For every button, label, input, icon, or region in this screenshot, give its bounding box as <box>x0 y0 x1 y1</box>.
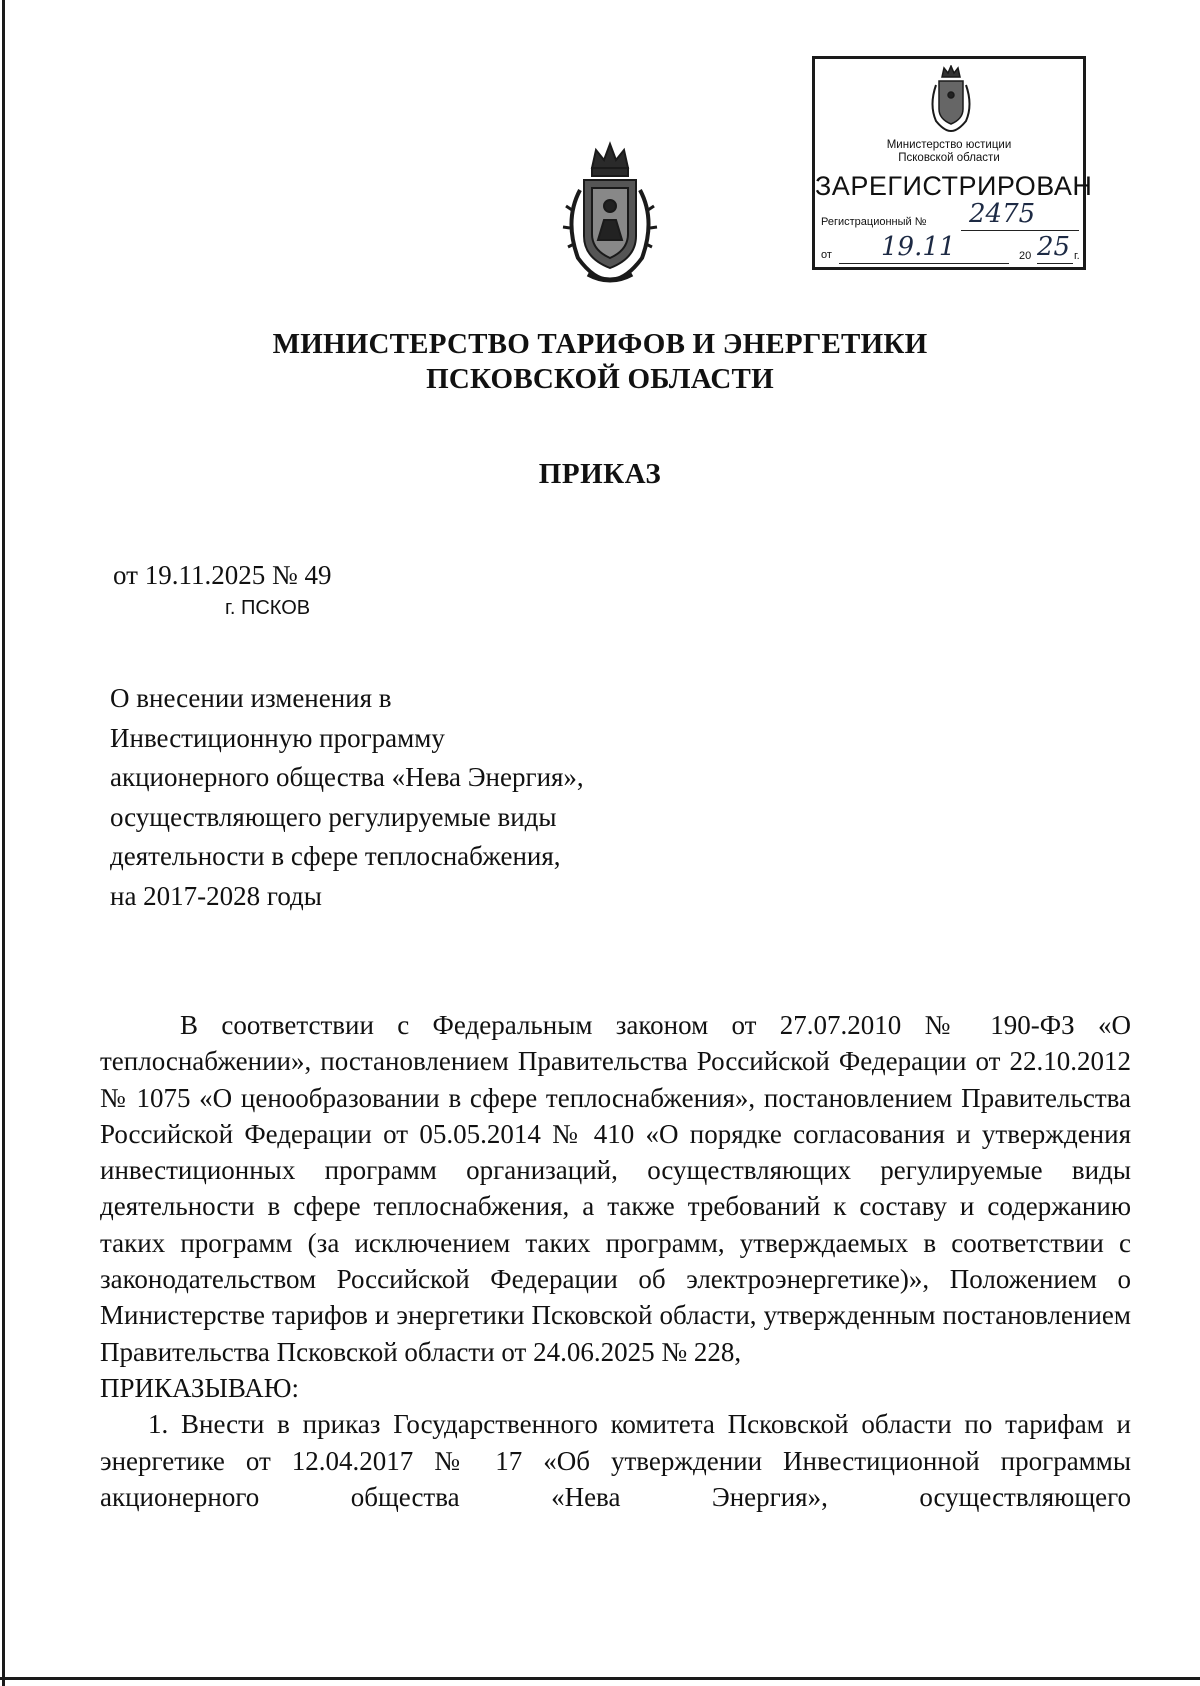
organization-title-line2: ПСКОВСКОЙ ОБЛАСТИ <box>426 363 774 395</box>
organization-title-line1: МИНИСТЕРСТВО ТАРИФОВ И ЭНЕРГЕТИКИ <box>272 328 928 360</box>
stamp-ministry-line1: Министерство юстиции <box>886 139 1012 151</box>
stamp-coat-of-arms-icon <box>926 65 976 135</box>
subject-line: Инвестиционную программу <box>110 722 445 753</box>
stamp-year-prefix: 20 <box>1019 250 1032 262</box>
stamp-from-label: от <box>821 249 832 261</box>
coat-of-arms-icon <box>554 140 666 288</box>
stamp-date-underline <box>839 263 1009 264</box>
stamp-reg-number: 2475 <box>969 199 1036 229</box>
subject-line: осуществляющего регулируемые виды <box>110 801 557 832</box>
document-subject <box>110 679 670 916</box>
stamp-reg-date: 19.11 <box>881 232 956 262</box>
document-city: г. ПСКОВ <box>225 597 311 619</box>
preamble-paragraph: В соответствии с Федеральным законом от 27.07.2010 № 190-ФЗ «О теплоснабжении», постановлением Правительства Российской Федерации от 22.10.2012 № 1075 «О ценообразовании в сфере теплоснабжения», постановлением Правительства Российской Федерации от 05.05.2014 № 410 «О порядке согласования и утверждения инвестиционных программ организаций, осуществляющих регулируемые виды деятельности в сфере теплоснабжения, а также требований к составу и содержанию таких программ (за исключением таких программ, утверждаемых в соответствии с законодательством Российской Федерации об электроэнергетике)», Положением о Министерстве тарифов и энергетики Псковской области, утвержденным постановлением Правительства Псковской области от 24.06.2025 № 228, <box>100 1010 1131 1367</box>
subject-line: О внесении изменения в <box>110 683 392 713</box>
subject-line: деятельности в сфере теплоснабжения, <box>110 841 561 871</box>
decree-word: ПРИКАЗЫВАЮ: <box>100 1372 299 1403</box>
stamp-status: ЗАРЕГИСТРИРОВАН <box>815 171 1093 201</box>
document-date-number: от 19.11.2025 № 49 <box>113 560 332 590</box>
registration-stamp <box>812 56 1093 270</box>
stamp-year-suffix: г. <box>1074 250 1080 262</box>
scan-border-bottom <box>0 1677 1200 1680</box>
organization-title <box>0 327 1200 397</box>
stamp-ministry-line2: Псковской области <box>898 152 1000 164</box>
document-body <box>100 1007 1131 1515</box>
document-type: ПРИКАЗ <box>538 458 662 490</box>
stamp-year: 25 <box>1037 232 1071 262</box>
stamp-reg-label: Регистрационный № <box>821 216 927 228</box>
stamp-reg-underline <box>961 230 1079 231</box>
stamp-year-underline <box>1037 263 1073 264</box>
subject-line: акционерного общества «Нева Энергия», <box>110 762 584 792</box>
scan-border-left <box>2 0 5 1686</box>
subject-line: на 2017-2028 годы <box>110 880 322 911</box>
item-1-paragraph: 1. Внести в приказ Государственного комитета Псковской области по тарифам и энергетике от 12.04.2017 № 17 «Об утверждении Инвестиционной программы акционерного общества «Нева Энергия», осуществляющего <box>100 1409 1131 1512</box>
